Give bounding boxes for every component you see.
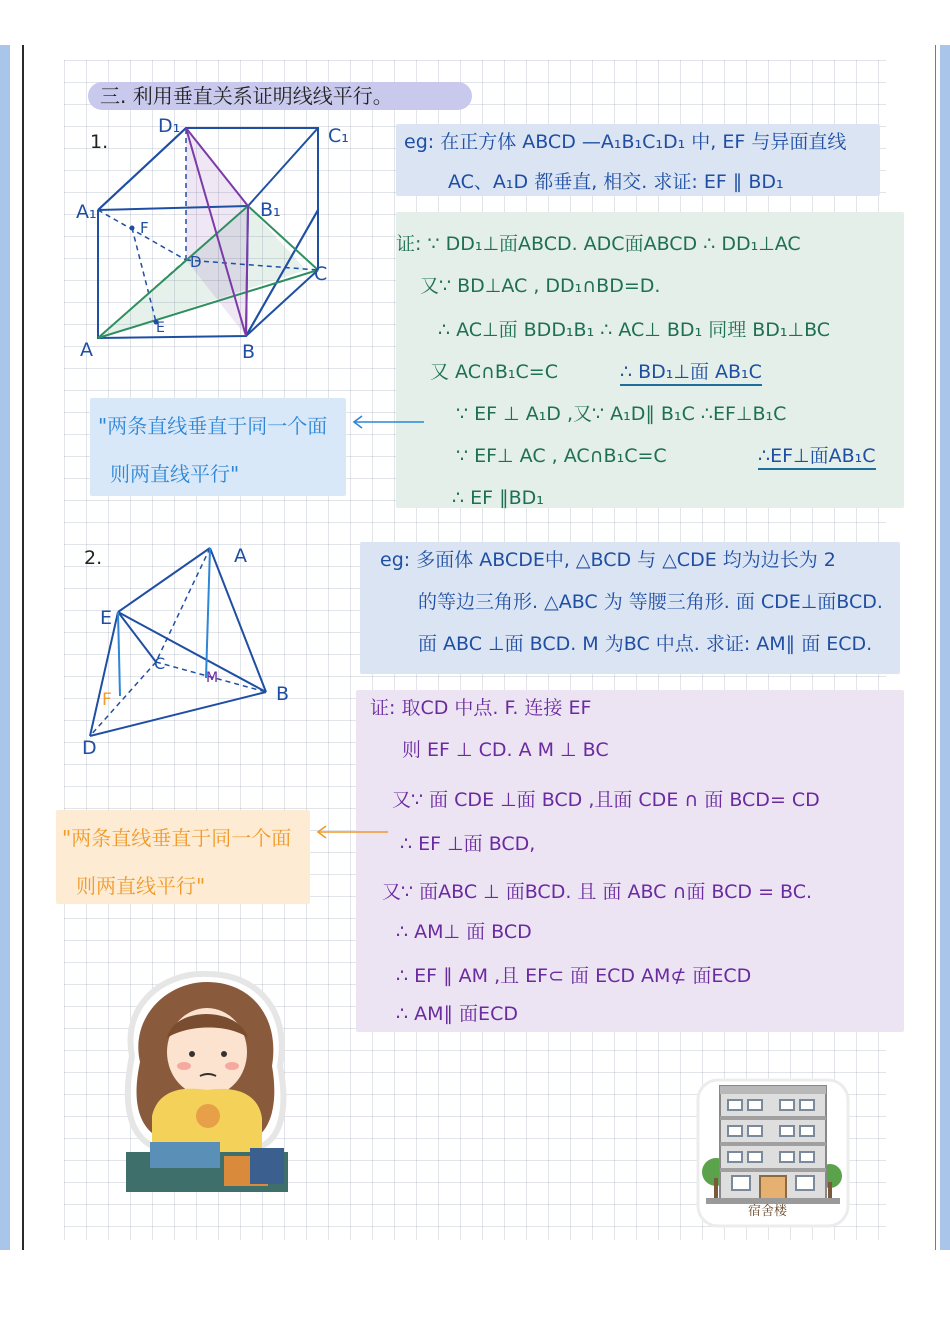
building-sign: 宿舍楼 [748, 1204, 788, 1219]
label-c: C [314, 263, 328, 285]
label-d1: D₁ [158, 115, 181, 137]
label2-f: F [102, 690, 112, 710]
margin-line-right [935, 45, 936, 1250]
label-b: B [242, 341, 256, 363]
label2-c: C [154, 654, 166, 673]
label2-m: M [206, 670, 219, 686]
section-title: 三. 利用垂直关系证明线线平行。 [100, 84, 393, 108]
proof1-line2: 又∵ BD⊥AC , DD₁∩BD=D. [420, 275, 661, 297]
hidden-edge-ac [156, 548, 210, 662]
question1-line2: AC、A₁D 都垂直, 相交. 求证: EF ∥ BD₁ [448, 171, 784, 193]
label2-d: D [82, 737, 97, 759]
question2-line3: 面 ABC ⊥面 BCD. M 为BC 中点. 求证: AM∥ 面 ECD. [418, 633, 873, 655]
cube-edge-d1a1 [98, 128, 186, 210]
proof2-line6: ∴ AM⊥ 面 BCD [396, 921, 532, 943]
note2-line2: 则两直线平行" [76, 874, 206, 898]
edge-ed [90, 612, 118, 736]
problem2-number: 2. [84, 547, 103, 569]
polyhedron-diagram [80, 540, 300, 740]
label-a1: A₁ [76, 201, 97, 223]
proof2-line4: ∴ EF ⊥面 BCD, [400, 833, 536, 855]
question1-line1: eg: 在正方体 ABCD —A₁B₁C₁D₁ 中, EF 与异面直线 [404, 131, 847, 153]
proof2-line8: ∴ AM∥ 面ECD [396, 1003, 518, 1025]
page-edge-right [940, 45, 950, 1250]
line-am [206, 548, 210, 678]
proof1-line9: ∴ EF ∥BD₁ [452, 487, 544, 509]
label-d: D [190, 253, 202, 271]
proof2-line2: 则 EF ⊥ CD. A M ⊥ BC [402, 739, 609, 761]
label2-e: E [100, 607, 113, 629]
problem1-number: 1. [90, 131, 109, 153]
label-c1: C₁ [328, 125, 349, 147]
proof1-line8: ∴EF⊥面AB₁C [758, 444, 876, 470]
proof1-line5: ∴ BD₁⊥面 AB₁C [620, 360, 762, 386]
edge-ae [118, 548, 210, 612]
label2-b: B [276, 683, 290, 705]
note2-line1: "两条直线垂直于同一个面 [62, 826, 292, 850]
question2-line2: 的等边三角形. △ABC 为 等腰三角形. 面 CDE⊥面BCD. [418, 591, 883, 613]
line-ef [118, 612, 120, 696]
proof1-line6: ∵ EF ⊥ A₁D ,又∵ A₁D∥ B₁C ∴EF⊥B₁C [456, 403, 787, 425]
note1-line2: 则两直线平行" [110, 462, 240, 486]
edge-ab [210, 548, 266, 692]
label-b1: B₁ [260, 199, 281, 221]
label2-a: A [234, 545, 247, 567]
proof1-line7: ∵ EF⊥ AC , AC∩B₁C=C [456, 445, 667, 467]
cube-edge-b1c1 [248, 128, 318, 206]
proof1-line1: 证: ∵ DD₁⊥面ABCD. ADC面ABCD ∴ DD₁⊥AC [396, 233, 801, 255]
edge-ec [118, 612, 156, 662]
note1-arrow [350, 414, 426, 430]
edge-eb [118, 612, 266, 692]
hidden-edge-cd [90, 662, 156, 736]
margin-line-left [22, 45, 24, 1250]
point-f [130, 226, 135, 231]
proof2-line7: ∴ EF ∥ AM ,且 EF⊂ 面 ECD AM⊄ 面ECD [396, 965, 752, 987]
edge-db [90, 692, 266, 736]
note1-line1: "两条直线垂直于同一个面 [98, 414, 328, 438]
proof1-line4: 又 AC∩B₁C=C [430, 361, 558, 383]
cube-diagram [70, 110, 370, 370]
proof1-line3: ∴ AC⊥面 BDD₁B₁ ∴ AC⊥ BD₁ 同理 BD₁⊥BC [438, 319, 831, 341]
proof2-line3: 又∵ 面 CDE ⊥面 BCD ,且面 CDE ∩ 面 BCD= CD [392, 789, 820, 811]
label-a: A [80, 339, 93, 361]
note2-arrow [314, 824, 390, 840]
page-edge-left [0, 45, 10, 1250]
label-e: E [156, 320, 165, 336]
label-f: F [140, 219, 149, 237]
question2-line1: eg: 多面体 ABCDE中, △BCD 与 △CDE 均为边长为 2 [380, 549, 836, 571]
proof2-line5: 又∵ 面ABC ⊥ 面BCD. 且 面 ABC ∩面 BCD = BC. [382, 881, 813, 903]
proof2-line1: 证: 取CD 中点. F. 连接 EF [370, 697, 592, 719]
girl-studying-sticker [112, 966, 302, 1202]
